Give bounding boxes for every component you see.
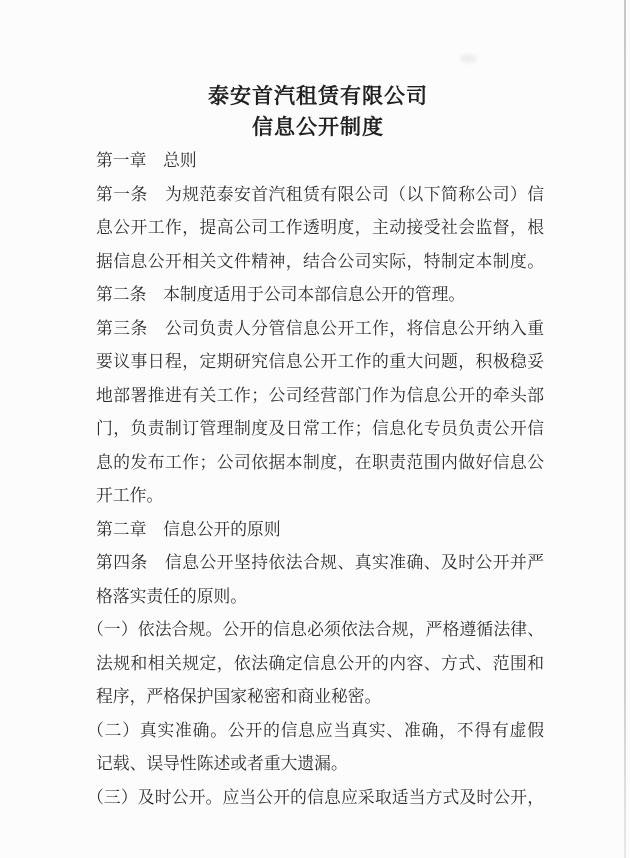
text-line: 程序，严格保护国家秘密和商业秘密。 — [96, 687, 382, 706]
text-line: 要议事日程，定期研究信息公开工作的重大问题，积极稳妥 — [96, 352, 544, 371]
text-line: 第四条 信息公开坚持依法合规、真实准确、及时公开并严 — [96, 553, 544, 572]
text-line: （二）真实准确。公开的信息应当真实、准确，不得有虚假 — [87, 720, 544, 740]
text-line: 第三条 公司负责人分管信息公开工作，将信息公开纳入重 — [96, 318, 544, 338]
text-line: 第一章 总则 — [96, 151, 197, 170]
text-line: （一）依法合规。公开的信息必须依法合规，严格遵循法律、 — [87, 620, 544, 639]
text-line: 第二章 信息公开的原则 — [96, 519, 281, 539]
text-line: 第二条 本制度适用于公司本部信息公开的管理。 — [96, 285, 466, 304]
text-line: （三）及时公开。应当公开的信息应采取适当方式及时公开， — [87, 787, 544, 807]
scan-smudge-artifact — [460, 54, 477, 63]
text-line: 门，负责制订管理制度及日常工作；信息化专员负责公开信 — [96, 419, 544, 438]
document-body — [87, 144, 544, 814]
page-edge-line — [624, 0, 626, 858]
text-line: 记载、误导性陈述或者重大遗漏。 — [96, 754, 348, 773]
document-subtitle: 信息公开制度 — [252, 115, 384, 139]
text-line: 息公开工作，提高公司工作透明度，主动接受社会监督，根 — [96, 218, 544, 237]
text-line: 法规和相关规定，依法确定信息公开的内容、方式、范围和 — [96, 653, 544, 673]
text-line: 据信息公开相关文件精神，结合公司实际，特制定本制度。 — [96, 251, 544, 271]
document-title: 泰安首汽租赁有限公司 — [208, 84, 428, 108]
text-line: 格落实责任的原则。 — [96, 586, 248, 606]
text-line: 息的发布工作；公司依据本制度，在职责范围内做好信息公 — [96, 452, 544, 472]
text-line: 开工作。 — [96, 486, 164, 505]
text-line: 第一条 为规范泰安首汽租赁有限公司（以下简称公司）信 — [96, 184, 544, 204]
text-line: 地部署推进有关工作；公司经营部门作为信息公开的牵头部 — [96, 385, 544, 405]
